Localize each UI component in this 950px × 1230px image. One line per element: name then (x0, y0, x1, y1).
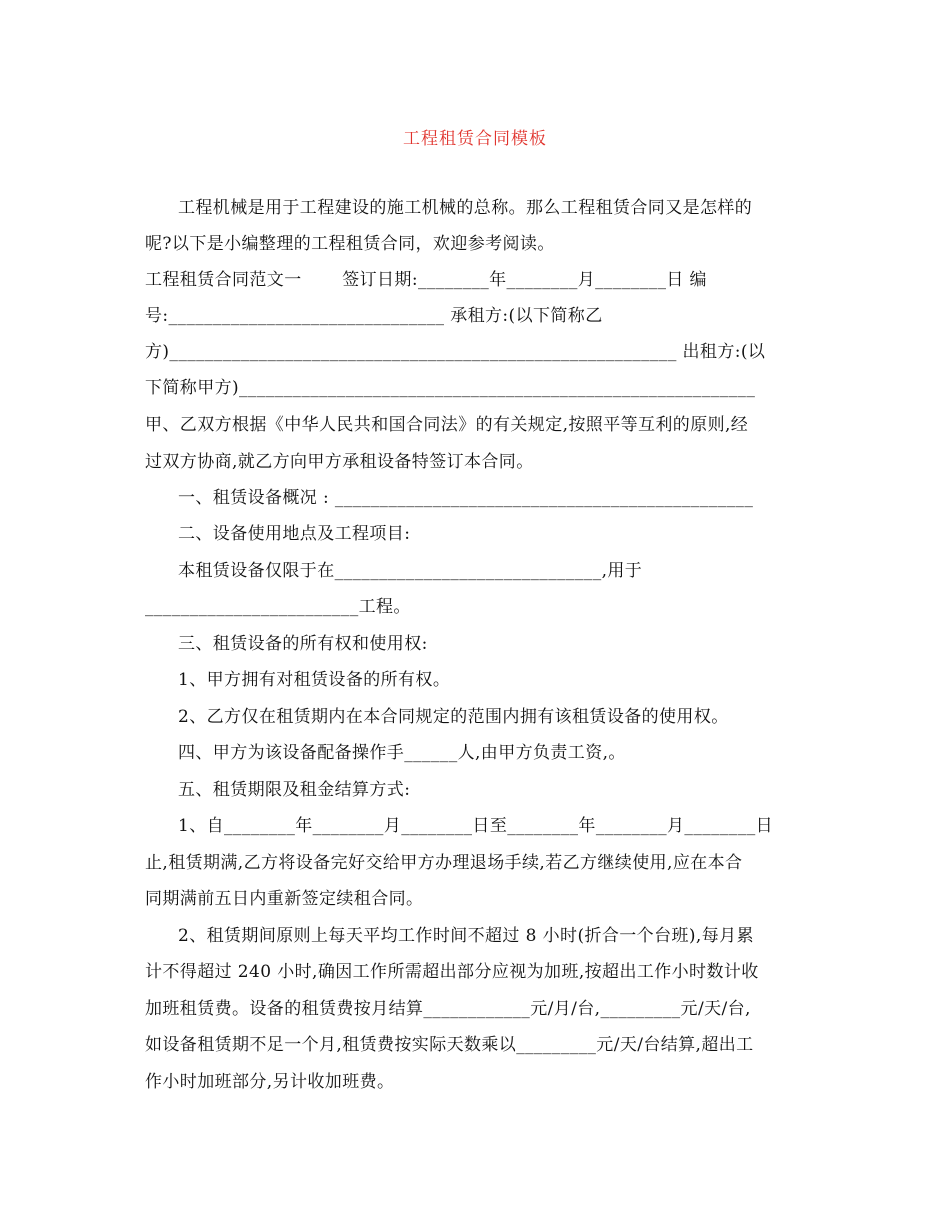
paragraph-line: 2、租赁期间原则上每天平均工作时间不超过 8 小时(折合一个台班),每月累 (178, 926, 754, 946)
paragraph-line: 止,租赁期满,乙方将设备完好交给甲方办理退场手续,若乙方继续使用,应在本合 (145, 853, 743, 873)
paragraph-line: 计不得超过 240 小时,确因工作所需超出部分应视为加班,按超出工作小时数计收 (145, 962, 759, 982)
paragraph-line: 下简称甲方)__________________________________________________________ (145, 378, 756, 398)
paragraph-line: 过双方协商,就乙方向甲方承租设备特签订本合同。 (145, 452, 534, 472)
paragraph-line: 呢?以下是小编整理的工程租赁合同，欢迎参考阅读。 (145, 234, 555, 254)
paragraph-line: 方)_________________________________________________________ 出租方:(以 (145, 342, 766, 362)
paragraph-line: 工程机械是用于工程建设的施工机械的总称。那么工程租赁合同又是怎样的 (178, 198, 753, 218)
paragraph-line: 1、自________年________月________日至________年________月________日 (178, 816, 774, 836)
paragraph-line: 2、乙方仅在租赁期内在本合同规定的范围内拥有该租赁设备的使用权。 (178, 707, 729, 727)
document-title: 工程租赁合同模板 (403, 129, 547, 149)
paragraph-line: 一、租赁设备概况 : _______________________________________________ (178, 488, 754, 508)
paragraph-line: 1、甲方拥有对租赁设备的所有权。 (178, 670, 451, 690)
paragraph-line: 甲、乙双方根据《中华人民共和国合同法》的有关规定,按照平等互利的原则,经 (145, 415, 749, 435)
paragraph-line: 加班租赁费。设备的租赁费按月结算____________元/月/台,_________元/天/台, (145, 999, 751, 1019)
paragraph-line: 同期满前五日内重新签定续租合同。 (145, 889, 424, 909)
paragraph-line: 本租赁设备仅限于在______________________________,用于 (178, 561, 643, 581)
paragraph-line: ________________________工程。 (145, 597, 411, 617)
paragraph-line: 作小时加班部分,另计收加班费。 (145, 1072, 395, 1092)
paragraph-line: 二、设备使用地点及工程项目: (178, 524, 411, 544)
paragraph-line: 号:_______________________________ 承租方:(以下简称乙 (145, 306, 603, 326)
paragraph-line: 四、甲方为该设备配备操作手______人,由甲方负责工资,。 (178, 743, 626, 763)
paragraph-line: 如设备租赁期不足一个月,租赁费按实际天数乘以_________元/天/台结算,超出工 (145, 1035, 754, 1055)
paragraph-line: 三、租赁设备的所有权和使用权: (178, 634, 428, 654)
paragraph-line: 工程租赁合同范文一 签订日期:________年________月________日 编 (145, 270, 707, 290)
paragraph-line: 五、租赁期限及租金结算方式: (178, 780, 411, 800)
